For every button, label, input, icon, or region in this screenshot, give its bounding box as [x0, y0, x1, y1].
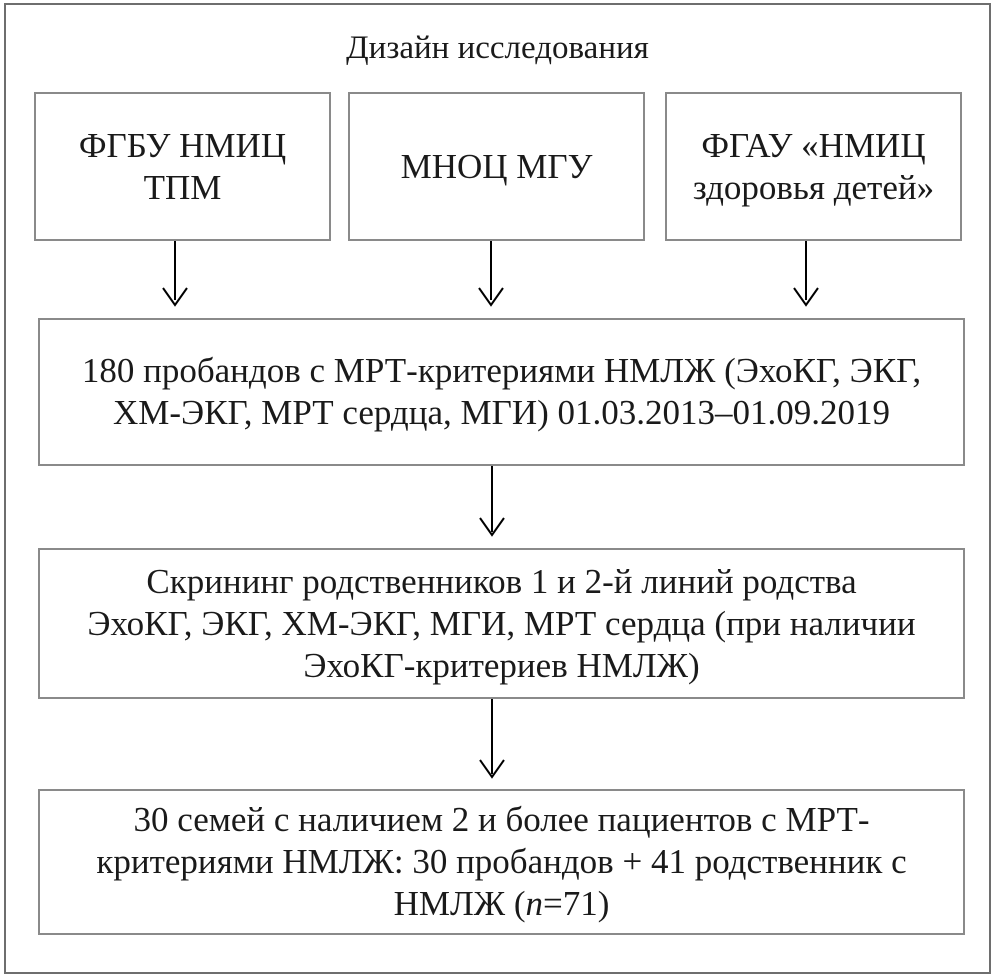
source-box-line: здоровья детей» — [692, 167, 935, 207]
source-box-line: ФГАУ «НМИЦ — [701, 125, 926, 165]
result-line: критериями НМЛЖ: 30 пробандов + 41 родственник с — [96, 842, 907, 881]
screening-line: ЭхоКГ-критериев НМЛЖ) — [303, 645, 700, 685]
screening-line: Скрининг родственников 1 и 2-й линий родства — [146, 561, 857, 601]
probands-line: ХМ-ЭКГ, МРТ сердца, МГИ) 01.03.2013–01.09.2019 — [112, 393, 891, 432]
diagram-title: Дизайн исследования — [346, 30, 649, 66]
probands-line: 180 пробандов с МРТ-критериями НМЛЖ (ЭхоКГ, ЭКГ, — [81, 351, 922, 390]
screening-line: ЭхоКГ, ЭКГ, ХМ-ЭКГ, МГИ, МРТ сердца (при наличии — [87, 603, 916, 643]
source-box-line: ФГБУ НМИЦ — [78, 125, 287, 165]
source-box-line: ТПМ — [143, 167, 222, 207]
result-text: НМЛЖ ( — [393, 884, 526, 923]
result-text: =71) — [543, 884, 610, 923]
result-line: 30 семей с наличием 2 и более пациентов с МРТ- — [133, 800, 870, 839]
sample-size-variable: n — [525, 884, 543, 923]
source-box-line: МНОЦ МГУ — [400, 146, 593, 186]
